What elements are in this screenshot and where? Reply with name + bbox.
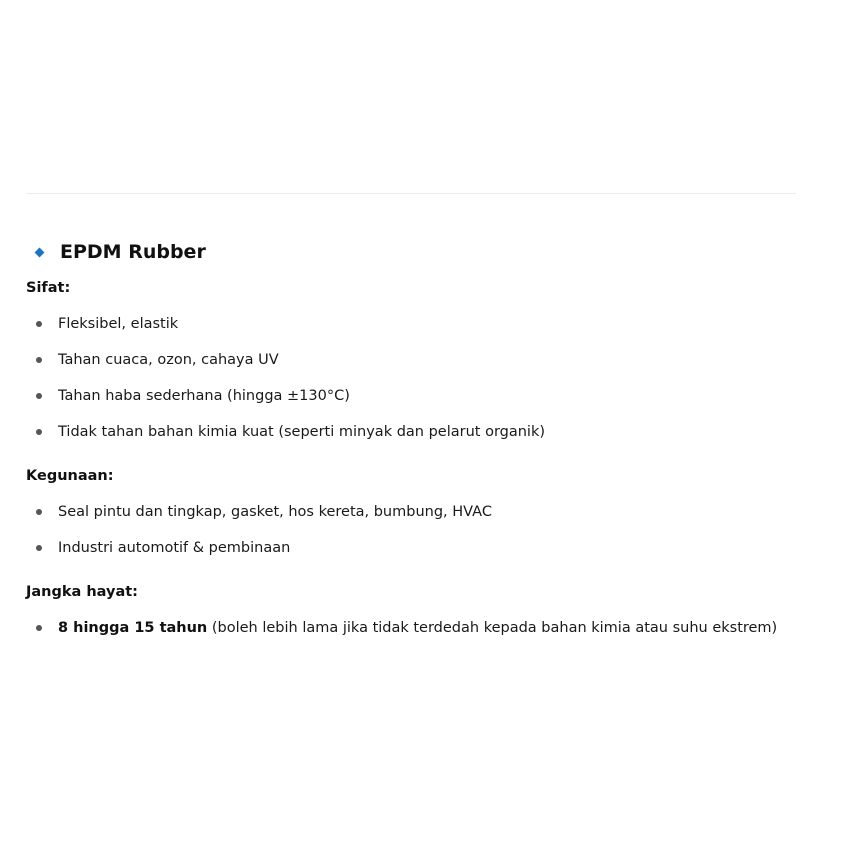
bullet-icon (36, 545, 42, 551)
uses-label: Kegunaan: (26, 468, 114, 484)
list-item (36, 538, 290, 558)
list-item (36, 314, 178, 334)
list-item-text: Tahan cuaca, ozon, cahaya UV (58, 352, 279, 368)
bullet-icon (36, 321, 42, 327)
properties-label: Sifat: (26, 280, 71, 296)
list-item (36, 422, 545, 442)
list-item (36, 350, 279, 370)
lifespan-note: (boleh lebih lama jika tidak terdedah kepada bahan kimia atau suhu ekstrem) (207, 620, 778, 636)
section-divider (26, 193, 796, 194)
diamond-icon (35, 247, 45, 257)
list-item-text: Tidak tahan bahan kimia kuat (seperti minyak dan pelarut organik) (58, 424, 546, 440)
list-item-text: Industri automotif & pembinaan (58, 540, 291, 556)
lifespan-label: Jangka hayat: (26, 584, 138, 600)
list-item (36, 502, 492, 522)
bullet-icon (36, 357, 42, 363)
bullet-icon (36, 393, 42, 399)
list-item (36, 386, 350, 406)
list-item (36, 618, 777, 638)
bullet-icon (36, 509, 42, 515)
bullet-icon (36, 625, 42, 631)
list-item-text: Seal pintu dan tingkap, gasket, hos kereta, bumbung, HVAC (58, 504, 492, 520)
section-title: EPDM Rubber (60, 241, 206, 263)
bullet-icon (36, 429, 42, 435)
list-item-text: Fleksibel, elastik (58, 316, 179, 332)
lifespan-value: 8 hingga 15 tahun (58, 620, 208, 636)
list-item-text: Tahan haba sederhana (hingga ±130°C) (58, 388, 350, 404)
section-heading (33, 238, 206, 266)
